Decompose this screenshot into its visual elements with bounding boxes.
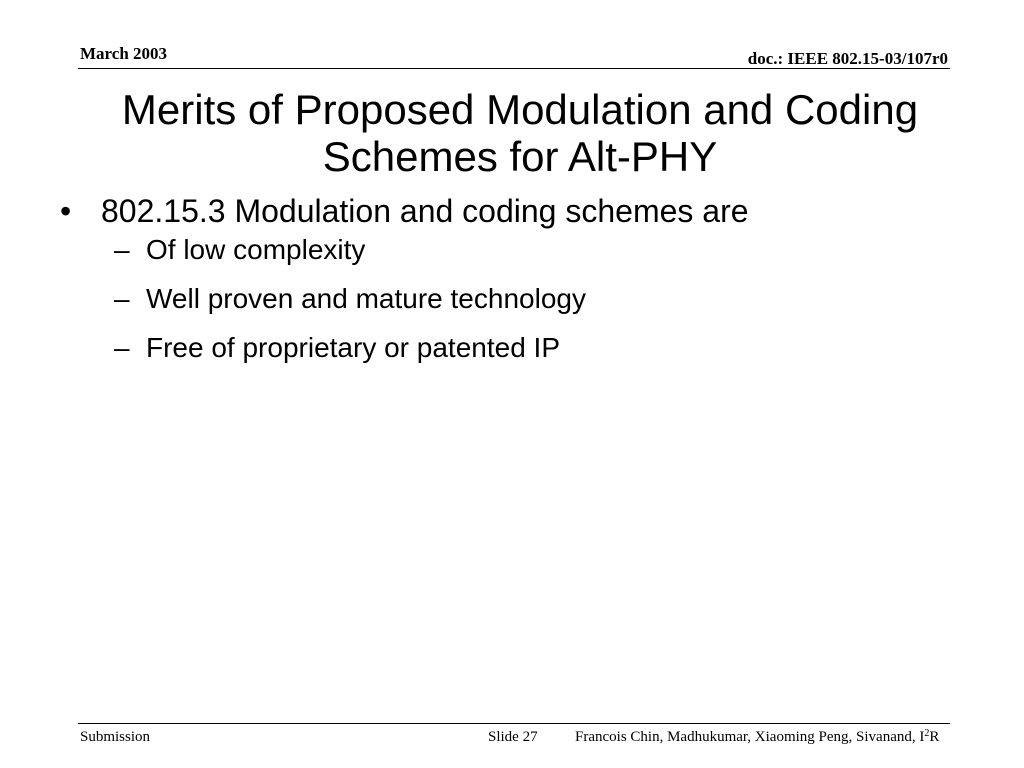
sub-bullet-marker: – <box>114 234 130 265</box>
header-date: March 2003 <box>80 44 168 63</box>
slide-title <box>60 86 980 180</box>
slide-title-line-2: Schemes for Alt-PHY <box>322 133 718 180</box>
footer-authors-text: Francois Chin, Madhukumar, Xiaoming Peng, Sivanand, I <box>575 729 925 745</box>
footer-authors-suffix: R <box>929 729 940 745</box>
sub-bullet-item <box>60 332 960 364</box>
sub-bullet-marker: – <box>114 332 130 363</box>
sub-bullet-item <box>60 234 960 266</box>
bullet-item <box>60 190 960 232</box>
footer-divider <box>78 723 950 724</box>
slide-body <box>60 190 960 381</box>
footer-authors <box>575 728 939 746</box>
bullet-text: 802.15.3 Modulation and coding schemes are <box>101 193 749 229</box>
sub-bullet-list <box>60 234 960 364</box>
footer-submission: Submission <box>80 729 151 745</box>
header-doc-id: doc.: IEEE 802.15-03/107r0 <box>747 49 948 68</box>
sub-bullet-text: Free of proprietary or patented IP <box>146 332 560 363</box>
footer-authors-superscript: 2 <box>924 728 930 739</box>
slide-title-line-1: Merits of Proposed Modulation and Coding <box>121 86 919 133</box>
sub-bullet-marker: – <box>114 283 130 314</box>
sub-bullet-item <box>60 283 960 315</box>
bullet-marker: • <box>60 193 72 229</box>
sub-bullet-text: Of low complexity <box>146 234 366 265</box>
sub-bullet-text: Well proven and mature technology <box>146 283 586 314</box>
footer-slide-number: Slide 27 <box>488 729 538 745</box>
header-divider <box>78 68 950 69</box>
